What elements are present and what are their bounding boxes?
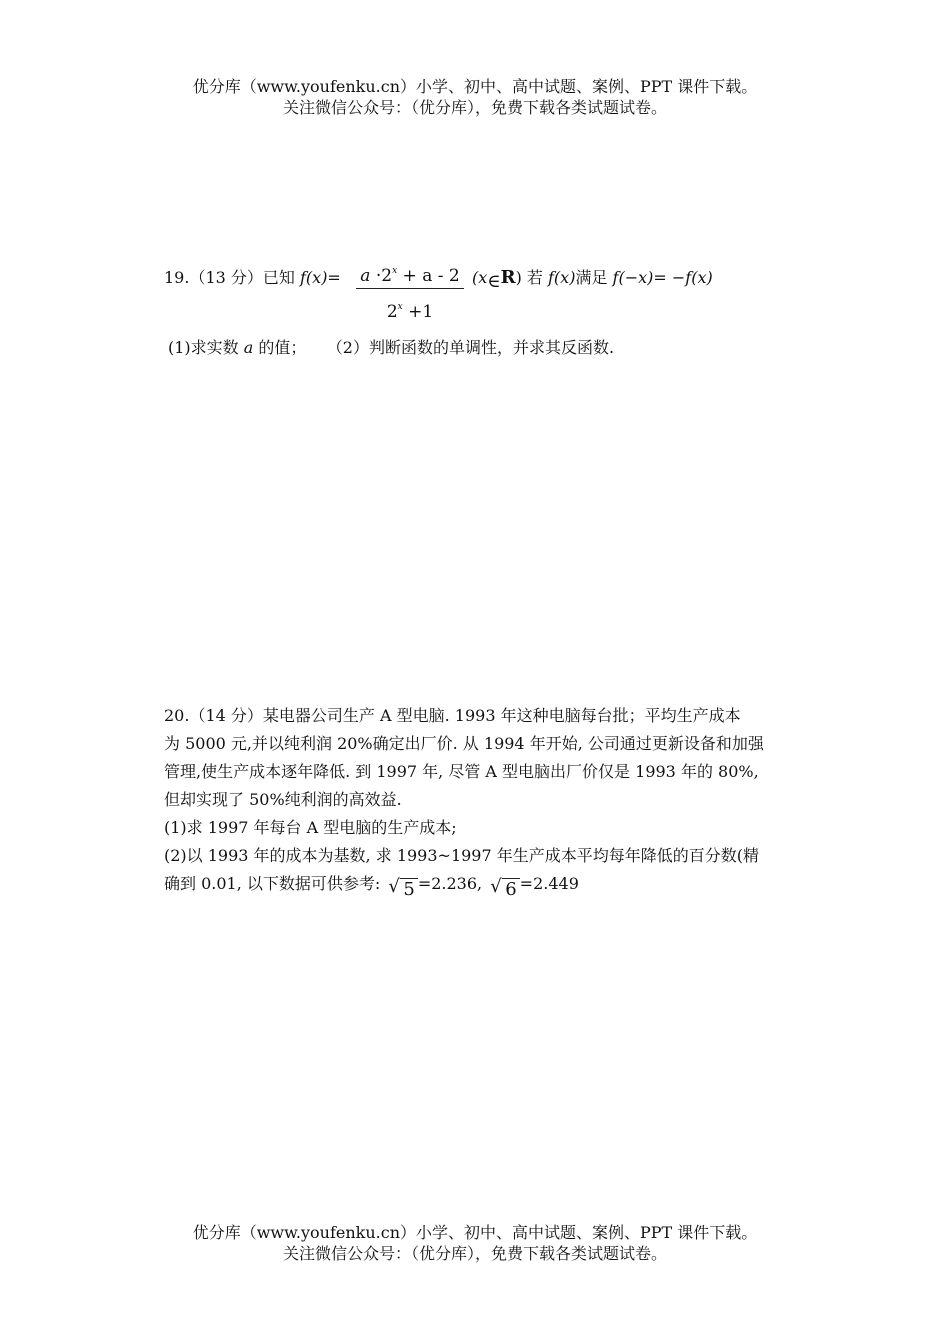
question-20-line-2: 为 5000 元,并以纯利润 20%确定出厂价. 从 1994 年开始, 公司通过更新设备和加强 <box>164 734 764 753</box>
fraction-denominator <box>356 295 464 322</box>
numerator-a: a <box>360 266 371 286</box>
footer-line-1: 优分库（www.youfenku.cn）小学、初中、高中试题、案例、PPT 课件下载。 <box>192 1223 758 1242</box>
denominator-tail: +1 <box>408 302 434 322</box>
question-20-line-5: (1)求 1997 年每台 A 型电脑的生产成本; <box>164 818 457 837</box>
domain-close: ) 若 <box>515 268 543 287</box>
sqrt-5 <box>388 876 417 904</box>
denominator-base: 2 <box>386 302 398 322</box>
real-numbers-symbol: R <box>500 267 516 288</box>
part1-prefix: (1)求实数 <box>168 338 239 357</box>
question-19-statement <box>164 258 844 328</box>
question-19-parts <box>168 335 614 358</box>
question-20-line-3: 管理,使生产成本逐年降低. 到 1997 年, 尽管 A 型电脑出厂价仅是 1993 年的 80%, <box>164 762 759 781</box>
footer-line-2: 关注微信公众号：（优分库），免费下载各类试题试卷。 <box>282 1244 667 1263</box>
question-19 <box>164 258 844 357</box>
reference-data-prefix: 确到 0.01, 以下数据可供参考: <box>164 874 381 893</box>
condition-fx: f(x) <box>548 268 576 287</box>
page-footer <box>0 1222 950 1264</box>
condition-text: 满足 <box>575 268 608 287</box>
header-line-1: 优分库（www.youfenku.cn）小学、初中、高中试题、案例、PPT 课件下载。 <box>192 77 758 96</box>
header-line-2: 关注微信公众号：（优分库），免费下载各类试题试卷。 <box>282 98 667 117</box>
question-20-line-6: (2)以 1993 年的成本为基数, 求 1993~1997 年生产成本平均每年降低的百分数(精 <box>164 846 759 865</box>
question-19-number: 19.（13 分）已知 <box>164 268 295 287</box>
numerator-power-base: ·2 <box>375 266 393 286</box>
function-name: f(x)= <box>300 268 341 287</box>
radicand-5: 5 <box>400 878 417 900</box>
radical-sign-6: √ <box>490 876 502 897</box>
function-fraction <box>356 258 464 322</box>
fraction-bar <box>356 288 464 289</box>
radical-sign-5: √ <box>388 876 400 897</box>
page-header <box>0 76 950 118</box>
condition-equation: f(−x)= −f(x) <box>612 268 713 287</box>
fraction-numerator <box>356 258 464 284</box>
domain-open: (x <box>472 268 488 287</box>
question-20-line-1: 20.（14 分）某电器公司生产 A 型电脑. 1993 年这种电脑每台批；平均生产成本 <box>164 706 741 725</box>
sqrt-6 <box>490 876 519 904</box>
part1-variable: a <box>243 338 254 357</box>
denominator-exponent: x <box>397 302 403 312</box>
element-of-symbol: ∈ <box>487 271 501 292</box>
numerator-exponent: x <box>392 266 398 276</box>
radicand-6: 6 <box>502 878 519 900</box>
question-19-domain <box>472 265 713 292</box>
question-20 <box>164 702 854 898</box>
numerator-tail: + a - 2 <box>402 266 460 286</box>
question-20-line-7 <box>164 870 854 898</box>
part1-suffix: 的值； <box>258 338 307 357</box>
question-19-lead <box>164 265 341 288</box>
part2-text: （2）判断函数的单调性，并求其反函数. <box>326 338 615 357</box>
sqrt-6-value: =2.449 <box>519 874 579 893</box>
question-20-line-4: 但却实现了 50%纯利润的高效益. <box>164 790 402 809</box>
sqrt-5-value: =2.236, <box>417 874 483 893</box>
